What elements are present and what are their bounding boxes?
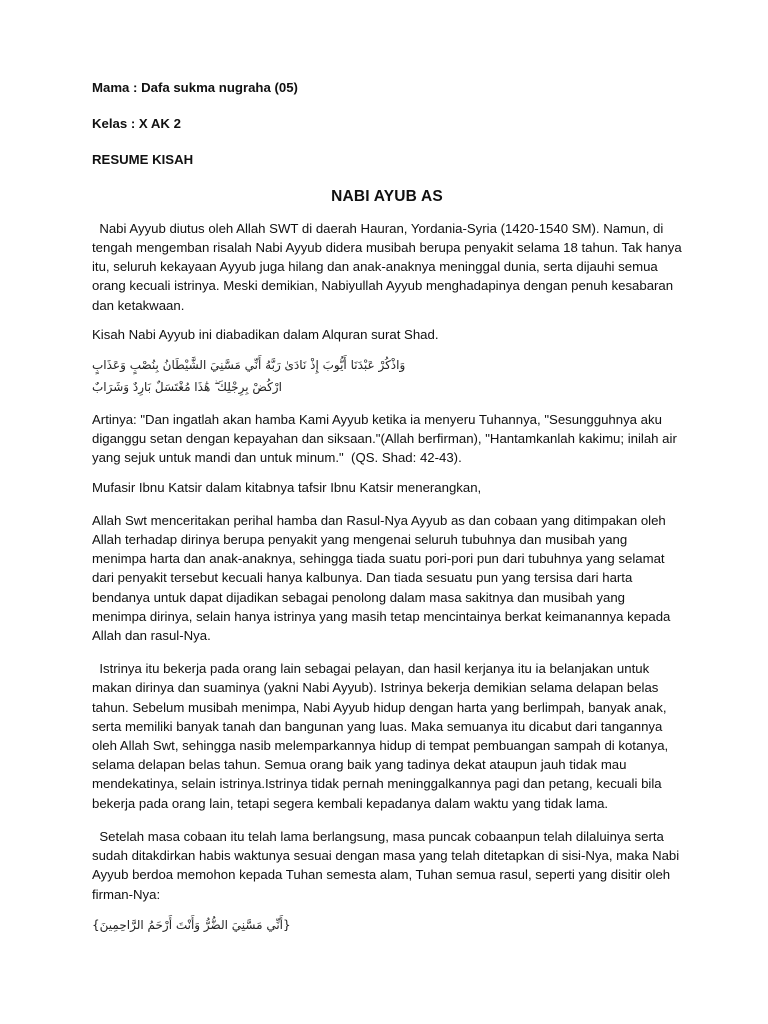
arabic-verse-line-1: وَاذْكُرْ عَبْدَنَا أَيُّوبَ إِذْ نَادَىٰ رَبَّهُ أَنِّي مَسَّنِيَ الشَّيْطَانُ بِنُصْبٍ وَعَذَابٍ	[92, 358, 406, 373]
resume-heading: RESUME KISAH	[92, 152, 194, 168]
student-name-line: Mama : Dafa sukma nugraha (05)	[92, 80, 298, 95]
paragraph-tafsir-3: Setelah masa cobaan itu telah lama berlangsung, masa puncak cobaanpun telah dilaluinya serta sudah ditakdirkan habis waktunya sesuai dengan masa yang telah ditetapkan di sisi-Nya, maka Nabi Ayyub berdoa memohon kepada Tuhan semesta alam, Tuhan semua rasul, seperti yang disitir oleh firman-Nya:	[92, 828, 683, 902]
paragraph-tafsir-1: Allah Swt menceritakan perihal hamba dan Rasul-Nya Ayyub as dan cobaan yang ditimpakan oleh Allah terhadap dirinya berupa penyakit yang mengenai seluruh tubuhnya dan musibah yang menimpa harta dan anak-anaknya, sehingga tiada suatu pori-pori pun dari tubuhnya yang selamat dari penyakit tersebut kecuali hanya kalbunya. Dan tiada sesuatu pun yang tersisa dari harta bendanya untuk dapat dijadikan sebagai penolong dalam masa sakitnya dan musibah yang menimpa dirinya, selain hanya istrinya yang masih tetap mencintainya berkat keimanannya kepada Allah dan rasul-Nya.	[92, 512, 671, 644]
class-line: Kelas : X AK 2	[92, 116, 181, 132]
arabic-verse-block	[92, 354, 682, 398]
document-title: NABI AYUB AS	[331, 187, 443, 205]
paragraph-quran-reference: Kisah Nabi Ayyub ini diabadikan dalam Alquran surat Shad.	[92, 326, 439, 342]
paragraph-translation: Artinya: "Dan ingatlah akan hamba Kami Ayyub ketika ia menyeru Tuhannya, "Sesungguhnya aku diganggu setan dengan kepayahan dan siksaan."(Allah berfirman), "Hantamkanlah kakimu; inilah air yang sejuk untuk mandi dan untuk minum." (QS. Shad: 42-43).	[92, 412, 681, 466]
arabic-verse-line-2: ارْكُضْ بِرِجْلِكَ ۖ هَٰذَا مُغْتَسَلٌ بَارِدٌ وَشَرَابٌ	[92, 380, 282, 395]
paragraph-tafsir-2: Istrinya itu bekerja pada orang lain sebagai pelayan, dan hasil kerjanya itu ia belanjakan untuk makan dirinya dan suaminya (yakni Nabi Ayyub). Istrinya bekerja demikian selama delapan belas tahun. Sebelum musibah menimpa, Nabi Ayyub hidup dengan harta yang berlimpah, banyak anak, serta memiliki banyak tanah dan bangunan yang luas. Maka semuanya itu dicabut dari tangannya oleh Allah Swt, sehingga nasib melemparkannya hidup di tempat pembuangan sampah di kotanya, selama delapan belas tahun. Semua orang baik yang tadinya dekat ataupun jauh tidak mau mendekatinya, selain istrinya.Istrinya tidak pernah meninggalkannya pagi dan petang, kecuali bila bekerja pada orang lain, tetapi segera kembali kepadanya dalam waktu yang tidak lama.	[92, 661, 672, 811]
document-body	[92, 78, 686, 936]
paragraph-tafsir-intro: Mufasir Ibnu Katsir dalam kitabnya tafsir Ibnu Katsir menerangkan,	[92, 479, 482, 495]
arabic-prayer-line: {أَنِّي مَسَّنِيَ الضُّرُّ وَأَنْتَ أَرْحَمُ الرَّاحِمِينَ}	[92, 917, 291, 932]
paragraph-intro: Nabi Ayyub diutus oleh Allah SWT di daerah Hauran, Yordania-Syria (1420-1540 SM). Namun, di tengah mengemban risalah Nabi Ayyub didera musibah berupa penyakit selama 18 tahun. Tak hanya itu, seluruh kekayaan Ayyub juga hilang dan anak-anaknya meninggal dunia, serta dijauhi semua orang kecuali istrinya. Meski demikian, Nabiyullah Ayyub menghadapinya dengan penuh kesabaran dan ketakwaan.	[92, 220, 686, 313]
